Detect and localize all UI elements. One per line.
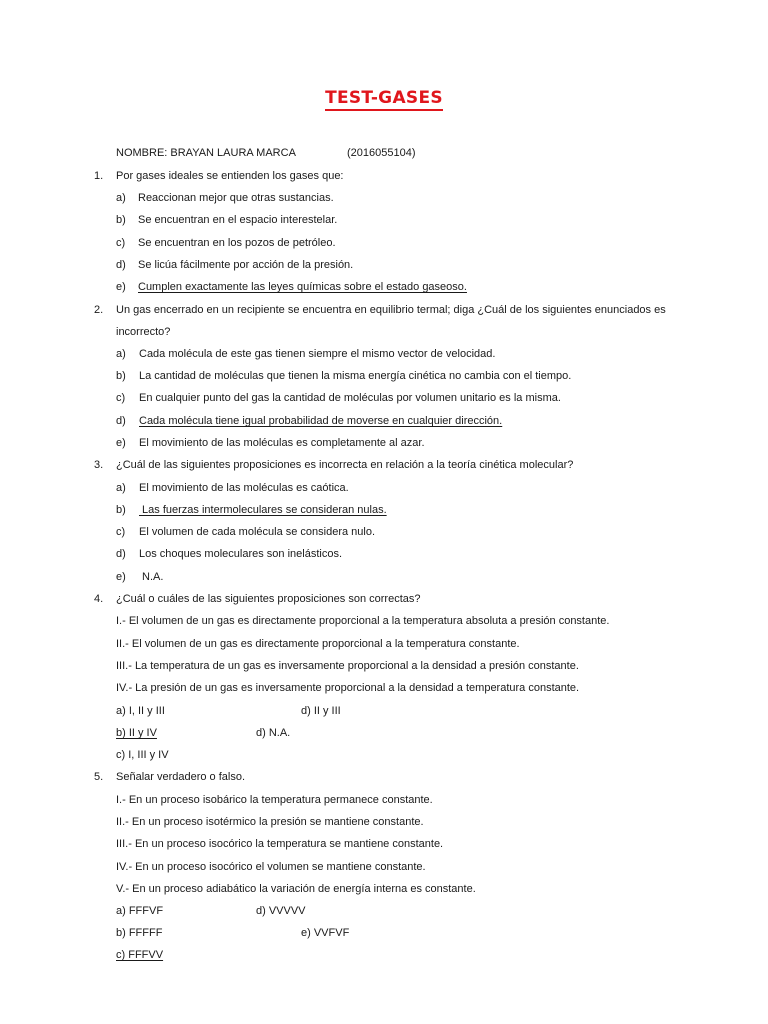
q3-option-d-letter: d) xyxy=(116,548,126,560)
q5-statement-4: IV.- En un proceso isocórico el volumen se mantiene constante. xyxy=(116,861,426,873)
q4-option-d-na[interactable]: d) N.A. xyxy=(256,727,291,739)
q3-option-c-letter: c) xyxy=(116,526,126,538)
q1-option-a[interactable]: Reaccionan mejor que otras sustancias. xyxy=(138,192,334,204)
question-2-text-line2: incorrecto? xyxy=(116,326,171,338)
q4-option-a[interactable]: a) I, II y III xyxy=(116,705,165,717)
q1-option-c-letter: c) xyxy=(116,237,126,249)
q3-option-d[interactable]: Los choques moleculares son inelásticos. xyxy=(139,548,343,560)
q3-option-e-letter: e) xyxy=(116,571,126,583)
question-4-number: 4. xyxy=(94,593,104,605)
question-2-text-line1: Un gas encerrado en un recipiente se encuentra en equilibrio termal; diga ¿Cuál de los siguientes enunciados es xyxy=(116,304,666,316)
title-text: TEST-GASES xyxy=(325,88,443,111)
q2-option-a[interactable]: Cada molécula de este gas tienen siempre el mismo vector de velocidad. xyxy=(139,348,496,360)
q2-option-d-selected[interactable]: Cada molécula tiene igual probabilidad de moverse en cualquier dirección. xyxy=(139,415,503,427)
q4-option-c[interactable]: c) I, III y IV xyxy=(116,749,169,761)
q3-option-e[interactable]: N.A. xyxy=(139,571,164,583)
student-code: (2016055104) xyxy=(347,147,416,159)
q2-option-e-letter: e) xyxy=(116,437,126,449)
q5-option-b[interactable]: b) FFFFF xyxy=(116,927,163,939)
q5-option-a[interactable]: a) FFFVF xyxy=(116,905,164,917)
q2-option-e[interactable]: El movimiento de las moléculas es completamente al azar. xyxy=(139,437,425,449)
q5-statement-5: V.- En un proceso adiabático la variación de energía interna es constante. xyxy=(116,883,476,895)
q5-statement-1: I.- En un proceso isobárico la temperatura permanece constante. xyxy=(116,794,433,806)
question-2-number: 2. xyxy=(94,304,104,316)
q1-option-b[interactable]: Se encuentran en el espacio interestelar. xyxy=(138,214,338,226)
q4-statement-1: I.- El volumen de un gas es directamente proporcional a la temperatura absoluta a presión constante. xyxy=(116,615,610,627)
q1-option-d-letter: d) xyxy=(116,259,126,271)
q3-option-b-letter: b) xyxy=(116,504,126,516)
q2-option-c[interactable]: En cualquier punto del gas la cantidad de moléculas por volumen unitario es la misma. xyxy=(139,392,561,404)
q4-statement-3: III.- La temperatura de un gas es inversamente proporcional a la densidad a presión constante. xyxy=(116,660,579,672)
q4-option-b-selected[interactable]: b) II y IV xyxy=(116,727,157,739)
q3-option-c[interactable]: El volumen de cada molécula se considera nulo. xyxy=(139,526,376,538)
question-4-text: ¿Cuál o cuáles de las siguientes proposiciones son correctas? xyxy=(116,593,421,605)
q1-option-b-letter: b) xyxy=(116,214,126,226)
question-5-text: Señalar verdadero o falso. xyxy=(116,771,246,783)
q1-option-e-selected[interactable]: Cumplen exactamente las leyes químicas sobre el estado gaseoso. xyxy=(138,281,467,293)
q2-option-d-letter: d) xyxy=(116,415,126,427)
question-1-number: 1. xyxy=(94,170,104,182)
question-5-number: 5. xyxy=(94,771,104,783)
q3-option-a[interactable]: El movimiento de las moléculas es caótica. xyxy=(139,482,349,494)
q2-option-b-letter: b) xyxy=(116,370,126,382)
q4-option-d-ii-iii[interactable]: d) II y III xyxy=(301,705,341,717)
q1-option-a-letter: a) xyxy=(116,192,126,204)
q4-statement-2: II.- El volumen de un gas es directamente proporcional a la temperatura constante. xyxy=(116,638,520,650)
question-3-text: ¿Cuál de las siguientes proposiciones es incorrecta en relación a la teoría cinética molecular? xyxy=(116,459,574,471)
q1-option-e-letter: e) xyxy=(116,281,126,293)
q4-statement-4: IV.- La presión de un gas es inversamente proporcional a la densidad a temperatura constante. xyxy=(116,682,580,694)
q1-option-d[interactable]: Se licúa fácilmente por acción de la presión. xyxy=(138,259,354,271)
q3-option-a-letter: a) xyxy=(116,482,126,494)
q5-option-e[interactable]: e) VVFVF xyxy=(301,927,350,939)
q5-option-d[interactable]: d) VVVVV xyxy=(256,905,306,917)
q5-statement-3: III.- En un proceso isocórico la temperatura se mantiene constante. xyxy=(116,838,444,850)
q1-option-c[interactable]: Se encuentran en los pozos de petróleo. xyxy=(138,237,336,249)
student-name: NOMBRE: BRAYAN LAURA MARCA xyxy=(116,147,296,159)
document-title xyxy=(0,88,768,108)
q3-option-b-selected[interactable]: Las fuerzas intermoleculares se consideran nulas. xyxy=(139,504,387,516)
question-3-number: 3. xyxy=(94,459,104,471)
q5-statement-2: II.- En un proceso isotérmico la presión se mantiene constante. xyxy=(116,816,424,828)
q5-option-c-selected[interactable]: c) FFFVV xyxy=(116,949,164,961)
q2-option-a-letter: a) xyxy=(116,348,126,360)
q2-option-c-letter: c) xyxy=(116,392,126,404)
q2-option-b[interactable]: La cantidad de moléculas que tienen la misma energía cinética no cambia con el tiempo. xyxy=(139,370,572,382)
question-1-text: Por gases ideales se entienden los gases que: xyxy=(116,170,344,182)
